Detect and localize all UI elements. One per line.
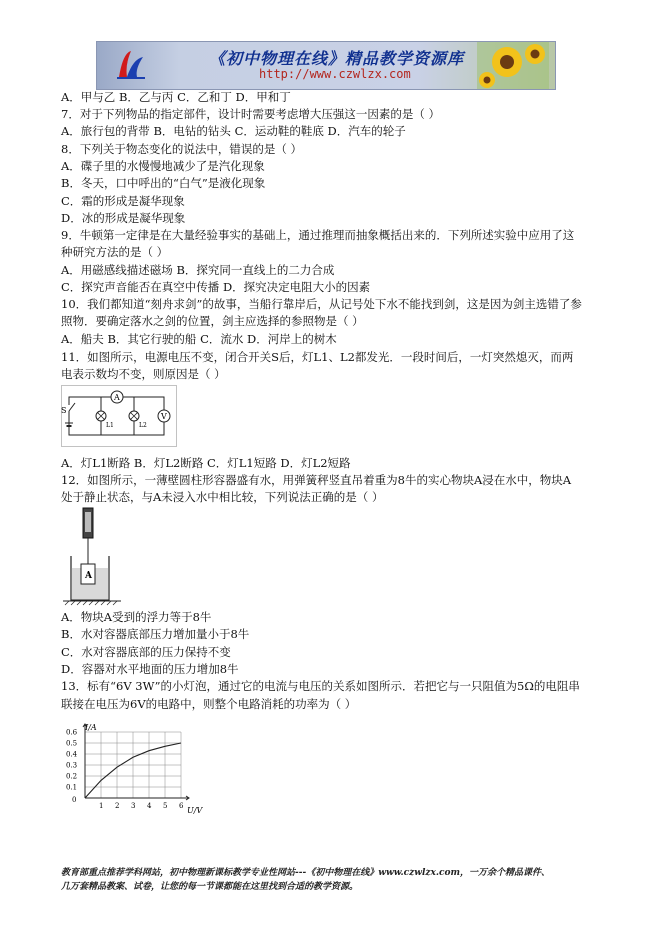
q7-stem: 7．对于下列物品的指定部件，设计时需要考虑增大压强这一因素的是（ ） [61, 107, 440, 121]
x-tick-label: 4 [147, 802, 152, 810]
banner-url[interactable]: http://www.czwlzx.com [259, 67, 411, 81]
voltmeter-label: V [161, 412, 167, 421]
x-tick-label: 5 [163, 802, 168, 810]
q12-option-a: A．物块A受到的浮力等于8牛 [61, 610, 212, 624]
q9-stem-line1: 9．牛顿第一定律是在大量经验事实的基础上，通过推理而抽象概括出来的．下列所述实验中应用了这 [61, 228, 575, 242]
q13-stem-line1: 13．标有“6V 3W”的小灯泡，通过它的电流与电压的关系如图所示．若把它与一只阻值为5Ω的电阻串 [61, 679, 580, 693]
chart-grid [85, 732, 181, 798]
chart-x-tick-labels [99, 802, 184, 810]
q9-stem-line2: 种研究方法的是（ ） [61, 245, 169, 259]
y-tick-label: 0.1 [66, 783, 78, 792]
y-tick-label: 0.5 [66, 739, 78, 748]
footer-line-2: 几万套精品教案、试卷，让您的每一节课都能在这里找到合适的教学资源。 [61, 882, 359, 892]
lamp1-label: L1 [106, 422, 114, 429]
chart-y-tick-labels [66, 729, 78, 792]
q7-options: A．旅行包的背带 B．电钻的钻头 C．运动鞋的鞋底 D．汽车的轮子 [61, 124, 406, 138]
x-tick-label: 1 [99, 802, 104, 810]
q11-options: A．灯L1断路 B．灯L2断路 C．灯L1短路 D．灯L2短路 [61, 456, 351, 470]
banner-title: 《初中物理在线》精品教学资源库 [209, 49, 465, 68]
header-banner [96, 41, 556, 90]
q12-option-c: C．水对容器底部的压力保持不变 [61, 645, 231, 659]
current-voltage-chart [61, 720, 211, 820]
x-tick-label: 2 [115, 802, 120, 810]
block-label: A [85, 571, 92, 581]
x-tick-label: 6 [179, 802, 184, 810]
q9-options-ab: A．用磁感线描述磁场 B．探究同一直线上的二力合成 [61, 263, 335, 277]
lamp2-label: L2 [139, 422, 147, 429]
chart-axes [83, 724, 189, 800]
q13-stem-line2: 联接在电压为6V的电路中，则整个电路消耗的功率为（ ） [61, 697, 357, 711]
spring-scale-container-diagram [61, 506, 125, 606]
y-tick-label: 0.6 [66, 728, 78, 737]
q11-stem-line1: 11．如图所示，电源电压不变，闭合开关S后，灯L1、L2都发光．一段时间后，一灯突然熄灭，而两 [61, 350, 574, 364]
y-tick-label: 0.3 [66, 761, 78, 770]
site-logo-icon [113, 47, 149, 83]
chart-ylabel: I/A [85, 723, 97, 732]
q8-stem: 8．下列关于物态变化的说法中，错误的是（ ） [61, 142, 302, 156]
q8-option-d: D．冰的形成是凝华现象 [61, 211, 186, 225]
x-tick-label: 3 [131, 802, 136, 810]
q8-option-b: B．冬天，口中呼出的“白气”是液化现象 [61, 176, 266, 190]
sunflower-icon [477, 41, 549, 90]
chart-x-axis [85, 796, 189, 800]
chart-origin-label: 0 [72, 796, 77, 804]
chart-xlabel: U/V [187, 806, 203, 815]
q8-option-c: C．霜的形成是凝华现象 [61, 194, 185, 208]
q12-stem-line2: 处于静止状态，与A未浸入水中相比较，下列说法正确的是（ ） [61, 490, 384, 504]
q10-options: A．船夫 B．其它行驶的船 C．流水 D．河岸上的树木 [61, 332, 337, 346]
ammeter-label: A [114, 393, 120, 402]
switch-label: S [61, 406, 67, 415]
q12-option-b: B．水对容器底部压力增加量小于8牛 [61, 627, 250, 641]
y-tick-label: 0.4 [66, 750, 78, 759]
page-footer [61, 866, 601, 894]
q8-option-a: A．碟子里的水慢慢地减少了是汽化现象 [61, 159, 265, 173]
q10-stem-line2: 照物．要确定落水之剑的位置，剑主应选择的参照物是（ ） [61, 314, 364, 328]
q10-stem-line1: 10．我们都知道“刻舟求剑”的故事，当船行靠岸后，从记号处下水不能找到剑，这是因为剑主选错了参 [61, 297, 582, 311]
q9-options-cd: C．探究声音能否在真空中传播 D．探究决定电阻大小的因素 [61, 280, 371, 294]
q6-options: A．甲与乙 B．乙与丙 C．乙和丁 D．甲和丁 [61, 90, 291, 104]
circuit-diagram [61, 385, 177, 447]
y-tick-label: 0.2 [66, 772, 78, 781]
q12-option-d: D．容器对水平地面的压力增加8牛 [61, 662, 239, 676]
footer-line-1: 教育部重点推荐学科网站，初中物理新课标教学专业性网站---《初中物理在线》www.czwlzx.com，一万余个精品课件、 [61, 868, 551, 878]
q11-stem-line2: 电表示数均不变，则原因是（ ） [61, 367, 226, 381]
q12-stem-line1: 12．如图所示，一薄壁圆柱形容器盛有水，用弹簧秤竖直吊着重为8牛的实心物块A浸在水中，物块A [61, 473, 572, 487]
